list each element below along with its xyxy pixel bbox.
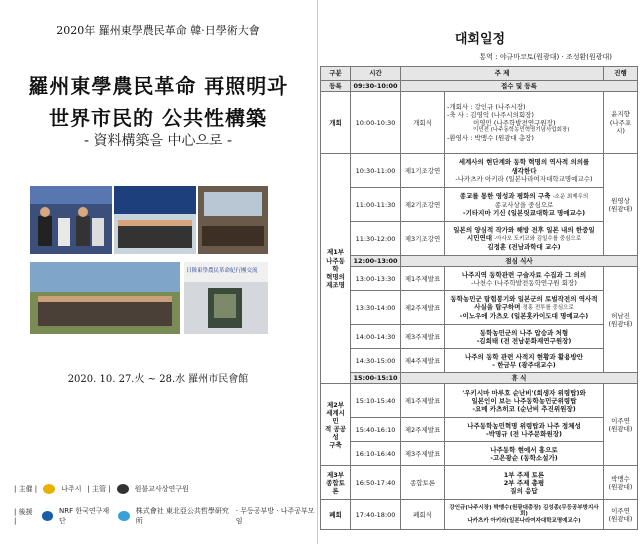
interpreter-line: 통역 : 야규마코토(원광대) · 조성환(원광대) [479,53,612,61]
keynote-2-type: 제2기조강연 [401,188,445,222]
photo-group-stage [114,186,196,254]
opening-row [321,92,638,154]
presentation-2-speaker: -이노우에 가츠오 (일본홋카이도대 명예교수) [459,312,589,321]
presentation-4-row [321,349,638,373]
photo-memorial-display [184,262,268,334]
closing-row [321,500,638,530]
sponsor-row-organizers [14,484,189,494]
session-2-talk-3-title: 나주동학 현에서 홍으로 [490,445,558,454]
schedule-table [320,66,638,530]
closing-category: 폐회 [321,500,351,530]
closing-speakers: 강인규(나주시장) 박맹수(원광대총장) 김성종(무등공부방지사회) [449,504,599,518]
opening-subtype: 개회식 [401,92,445,154]
keynote-3-time: 11:30-12:00 [351,222,401,256]
discussion-content [445,466,604,500]
closing-content [445,500,604,530]
session-2-talk-3-speaker: -고은광순 (동학소설가) [490,453,558,462]
session-2-talk-2-content [445,418,604,442]
session-2-talk-2-row [321,418,638,442]
keynote-3-speaker: 김정훈 (전남과학대 교수) [487,243,561,252]
keynote-3-title-note: -아사오 도키코와 김일수를 중심으로 [494,236,582,243]
nrf-logo-icon [42,511,53,521]
registration-row [321,81,638,92]
presentation-2-title: 동학농민군 탐험봉기와 일본군의 토벌작전의 역사적 [450,295,598,304]
presentation-3-content [445,325,604,349]
poster-main-title-line-1: 羅州東學農民革命 再照明과 [28,74,288,98]
session-1-moderator: 원영상 (원광대) [604,154,638,256]
session-3-category: 제3부 종합토론 [321,466,351,500]
lunch-topic: 점심 식사 [401,256,638,267]
presentation-3-time: 14:00-14:30 [351,325,401,349]
keynote-2-speaker: -기타지마 기신 (일본릿쿄대학교 명예교수) [462,209,586,218]
organizer-name: 나주시 [61,485,82,493]
poster-subtitle: - 資料構築을 中心으로 - [83,133,233,149]
wonbuddhism-logo-icon [117,484,129,494]
break-row [321,373,638,384]
keynote-1-row [321,154,638,188]
session-2-talk-1-time: 15:10-15:40 [351,384,401,418]
presentation-2-content [445,291,604,325]
keynote-2-title: 종교를 통한 영성과 평화의 구축 [459,192,551,201]
header-category: 구분 [321,67,351,81]
session-2-talk-2-type: 제2주제발표 [401,418,445,442]
header-moderator: 진행 [604,67,638,81]
session-2-talk-3-time: 16:10-16:40 [351,442,401,466]
presentation-1-time: 13:00-13:30 [351,267,401,291]
session-2-talk-1-speaker: -요메 카츠히코 (순난비 추진위원장) [472,404,576,413]
session-2-talk-2-speaker: -박명규 (전 나주문화원장) [486,429,562,438]
keynote-2-row [321,188,638,222]
header-topic: 주 제 [401,67,604,81]
schedule-title: 대회일정 [454,32,506,47]
discussion-time: 16:50-17:40 [351,466,401,500]
keynote-3-title: 시민연대 [466,234,493,243]
discussion-type: 종합토론 [401,466,445,500]
opening-content [445,92,604,154]
presentation-2-time: 13:30-14:00 [351,291,401,325]
naju-city-logo-icon [43,484,55,494]
poster-year-title: 2020年 羅州東學農民革命 韓·日學術大會 [56,24,260,37]
keynote-3-content [445,222,604,256]
presentation-4-time: 14:30-15:00 [351,349,401,373]
closing-speakers: 나카츠카 아키라(일본나라여자대학교명예교수) [467,518,581,525]
photo-award-ceremony [30,186,112,254]
session-2-talk-1-title: 일본인이 보는 나주동학농민군위령탑 [471,396,577,405]
keynote-2-content [445,188,604,222]
supporter-name-1: NRF 한국연구재단 [59,507,110,525]
presentation-4-type: 제4주제발표 [401,349,445,373]
keynote-1-content [445,154,604,188]
keynote-1-title: 세계사의 현단계와 동학 혁명의 역사적 의의를 [458,158,590,167]
presentation-2-title-note: 정홍 전투를 중심으로 [522,305,574,312]
photo-conference-room [198,186,268,254]
presentation-1-type: 제1주제발표 [401,267,445,291]
presentation-4-content [445,349,604,373]
presentation-1-speaker: -나천수 (나주학발전동학연구원 회장) [471,278,577,287]
session-3-moderator: 박맹수 (원광대) [604,466,638,500]
organizer-label: | 主催 | [14,485,38,493]
keynote-1-speaker: -나카츠카 아키라 (일본나라여자대학교명예교수) [455,174,593,183]
opening-line: -개회사 : 강인규 (나주시장) [447,102,526,111]
photo-outdoor-group [30,262,180,334]
session-2-talk-3-type: 제3주제발표 [401,442,445,466]
session-2-talk-1-content [445,384,604,418]
session-1-category: 제1부 나주동학 혁명의 재조명 [321,154,351,384]
poster-main-title-line-2: 世界市民的 公共性構築 [49,106,267,130]
registration-category: 등록 [321,81,351,92]
break-time: 15:00-15:10 [351,373,401,384]
opening-line: -축 사 : 김영익 (나주시의회장) [447,111,534,120]
presentation-2-title: 사실을 탐구하며 [474,303,521,312]
discussion-item: 1부 주제 토론 [503,470,545,479]
keynote-2-time: 11:00-11:30 [351,188,401,222]
presentation-2-row [321,291,638,325]
session-1-moderator-2: 허남진 (원광대) [604,267,638,373]
lunch-time: 12:00-13:00 [351,256,401,267]
banner-text: 日韓東學農民革命紀行團交流 [186,268,258,274]
closing-moderator: 이주연 (원광대) [604,500,638,530]
manager-label: | 主管 | [87,485,111,493]
opening-time: 10:00-10:30 [351,92,401,154]
keynote-1-title: 생각한다 [511,166,537,175]
session-2-talk-1-row [321,384,638,418]
presentation-4-title: 나주의 동학 관련 사적지 현황과 활용방안 [464,352,584,361]
session-2-talk-1-title: '우키시마 마루호 순난비'(희생자 위령탑)와 [462,388,586,397]
supporter-name-3: · 무등공부방 · 나주공부모임 [235,507,315,525]
session-2-moderator: 이주연 (원광대) [604,384,638,466]
presentation-3-title: 동학농민군의 나주 압승과 처형 [479,328,569,337]
presentation-3-row [321,325,638,349]
opening-line: 이민전 (나주동학농민혁명기념사업회장) [473,127,570,134]
discussion-row [321,466,638,500]
session-2-talk-2-title: 나주동학농민혁명 위령탑과 나주 정체성 [467,421,581,430]
header-row [321,67,638,81]
opening-moderator: 윤지향 (나주포시) [604,92,638,154]
header-time: 시간 [351,67,401,81]
conference-poster [0,0,316,544]
research-institute-logo-icon [118,511,129,521]
closing-time: 17:40-18:00 [351,500,401,530]
supporter-name-2: 株式會社 東北亞公共哲學研究所 [135,507,229,525]
presentation-3-speaker: -김희태 (전 전남문화재연구원장) [476,336,572,345]
discussion-item: 2부 주제 총평 [503,478,545,487]
presentation-3-type: 제3주제발표 [401,325,445,349]
opening-category: 개회 [321,92,351,154]
sponsor-row-supporters [14,506,316,526]
keynote-2-title-note: -소운 최제우의 [552,194,589,201]
poster-date-venue: 2020. 10. 27.火 ~ 28.水 羅州市民會館 [67,374,249,385]
schedule-panel [317,0,641,544]
opening-line: 이영민 (나주학발전연구원장) [473,119,556,128]
session-2-talk-3-content [445,442,604,466]
presentation-4-speaker: - 한금무 (광주대교수) [492,360,556,369]
presentation-1-title: 나주지역 동학관련 구술자료 수집과 그 의의 [461,270,587,279]
session-2-category: 제2부 세계시민 적 공공성 구축 [321,384,351,466]
supporter-label: | 後援 | [14,508,33,525]
discussion-item: 질의 응답 [510,486,538,495]
break-topic: 휴 식 [401,373,638,384]
lunch-row [321,256,638,267]
closing-type: 폐회식 [401,500,445,530]
presentation-1-content [445,267,604,291]
keynote-3-title: 일본의 양심적 작가와 해방 전후 일본 내의 한중일 [453,226,595,235]
keynote-3-row [321,222,638,256]
keynote-3-type: 제3기조강연 [401,222,445,256]
manager-name: 원불교사상연구원 [134,485,189,493]
keynote-1-time: 10:30-11:00 [351,154,401,188]
session-2-talk-1-type: 제1주제발표 [401,384,445,418]
session-2-talk-2-time: 15:40-16:10 [351,418,401,442]
registration-time: 09:30-10:00 [351,81,401,92]
presentation-2-type: 제2주제발표 [401,291,445,325]
registration-topic: 접수 및 등록 [401,81,638,92]
presentation-1-row [321,267,638,291]
session-2-talk-3-row [321,442,638,466]
keynote-2-title: 종교사상을 중심으로 [494,200,554,209]
opening-line: -환영사 : 박맹수 (원광대 총장) [447,134,534,143]
keynote-1-type: 제1기조강연 [401,154,445,188]
